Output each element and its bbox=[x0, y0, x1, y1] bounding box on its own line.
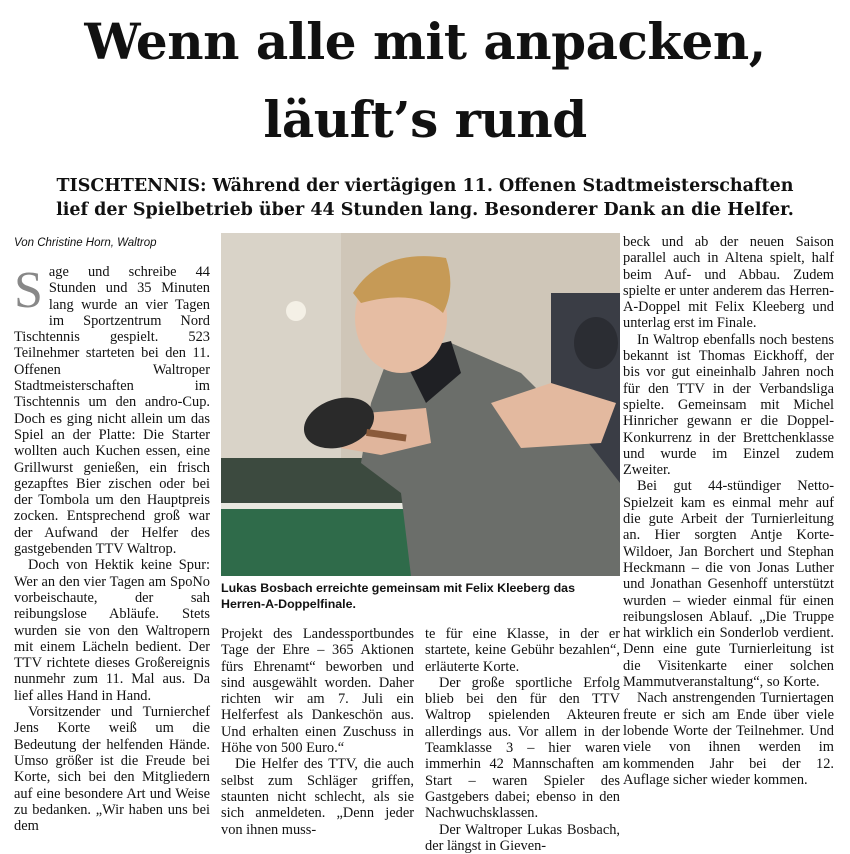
subheadline-line-1: TISCHTENNIS: Während der viertägigen 11. Offenen Stadtmeisterschaften bbox=[56, 176, 794, 196]
paragraph: Die Helfer des TTV, die auch selbst zum Schläger griffen, staunten nicht schlecht, als sie sich anmeldeten. „Denn jeder von ihnen muss- bbox=[221, 756, 414, 838]
photo-caption: Lukas Bosbach erreichte gemeinsam mit Felix Kleeberg das Herren-A-Doppelfinale. bbox=[221, 581, 575, 611]
paragraph: te für eine Klasse, in der er startete, keine Gebühr bezahlen“, erläuterte Korte. bbox=[425, 626, 620, 675]
paragraph: Doch von Hektik keine Spur: Wer an den vier Tagen am SpoNo vorbeischaute, der sah reibungslose Abläufe. Stets wurden sie von den Waltropern mit einem Lächeln bedient. Der TTV richtete dieses Großereignis nunmehr zum 11. Mal aus. Da lief alles Hand in Hand. bbox=[14, 557, 210, 704]
paragraph: Der große sportliche Erfolg blieb bei den für den TTV Waltrop spielenden Akteuren allerdings aus. Vor allem in der Teamklasse 3 – hier waren immerhin 42 Mannschaften am Start – waren Spieler des Gastgebers dabei; ebenso in den Nachwuchsklassen. bbox=[425, 674, 620, 822]
paragraph: In Waltrop ebenfalls noch bestens bekannt ist Thomas Eickhoff, der bis vor gut eineinhalb Jahren noch für den TTV in der Verbandsliga spielte. Gemeinsam mit Michel Hinricher gewann er die Doppel-Konkurrenz in der Brettchenklasse und wurde im Einzel zudem Zweiter. bbox=[623, 331, 834, 479]
headline-line-1: Wenn alle mit anpacken, bbox=[84, 12, 766, 71]
byline: Von Christine Horn, Waltrop bbox=[14, 237, 157, 249]
drop-cap: S bbox=[14, 262, 43, 319]
paragraph: beck und ab der neuen Saison parallel auch in Altena spielt, half beim Auf- und Abbau. Zudem spielte er unter anderem das Herren-A-Doppel mit Felix Kleeberg und unterlag erst im Finale. bbox=[623, 234, 834, 332]
paragraph: Nach anstrengenden Turniertagen freute er sich am Ende über viele lobende Worte der Teilnehmer. Und viele von ihnen werden im kommenden Jahr bei der 12. Auflage sicher wieder kommen. bbox=[623, 690, 834, 788]
paragraph: Vorsitzender und Turnierchef Jens Korte weiß um die Bedeutung der helfenden Hände. Umso größer ist die Freude bei Korte, sich bei den Mitgliedern auf eine besondere Art und Weise zu bedanken. „Wir haben uns bei dem bbox=[14, 704, 210, 835]
paragraph: Bei gut 44-stündiger Netto-Spielzeit kam es einmal mehr auf die gute Arbeit der Turnierleitung an. Hier sorgten Antje Korte-Wildoer, Jan Borchert und Stephan Heckmann – die von Jonas Luther und Jonathan Gesenhoff unterstützt wurden – wieder einmal für einen reibungslosen Ablauf. „Die Truppe hat wirklich ein Sonderlob verdient. Denn eine gute Turnierleitung ist die Visitenkarte einer solchen Mammutveranstaltung“, so Korte. bbox=[623, 478, 834, 691]
paragraph: Der Waltroper Lukas Bosbach, der längst in Gieven- bbox=[425, 821, 620, 854]
paragraph: Projekt des Landessportbundes Tage der Ehre – 365 Aktionen fürs Ehrenamt“ beworben und sind ausgewählt worden. Daher richten wir am 7. Juli ein Helferfest als Dankeschön aus. Und erhalten einen Zuschuss in Höhe von 500 Euro.“ bbox=[221, 626, 414, 757]
article-photo bbox=[221, 233, 620, 576]
article-column-3 bbox=[425, 626, 620, 854]
article-column-1 bbox=[14, 264, 210, 834]
subheadline-line-2: lief der Spielbetrieb über 44 Stunden lang. Besonderer Dank an die Helfer. bbox=[56, 200, 794, 220]
paragraph: Sage und schreibe 44 Stunden und 35 Minuten lang wurde an vier Tagen im Sportzentrum Nord Tischtennis gespielt. 523 Teilnehmer starteten bei den 11. Offenen Waltroper Stadtmeisterschaften im Tischtennis um den andro-Cup. Doch es ging nicht allein um das Spiel an der Platte: Die Starter wollten auch Kuchen essen, eine Grillwurst genießen, ein frisch gezapftes Bier zischen oder bei der Tombola um den Hauptpreis zocken. Entsprechend groß war der Aufwand der Helfer des gastgebenden TTV Waltrop. bbox=[14, 262, 210, 558]
headline-line-2: läuft’s rund bbox=[263, 90, 587, 149]
article-column-4 bbox=[623, 234, 834, 788]
article-column-2 bbox=[221, 626, 414, 838]
table-tennis-player-photo bbox=[221, 233, 620, 576]
